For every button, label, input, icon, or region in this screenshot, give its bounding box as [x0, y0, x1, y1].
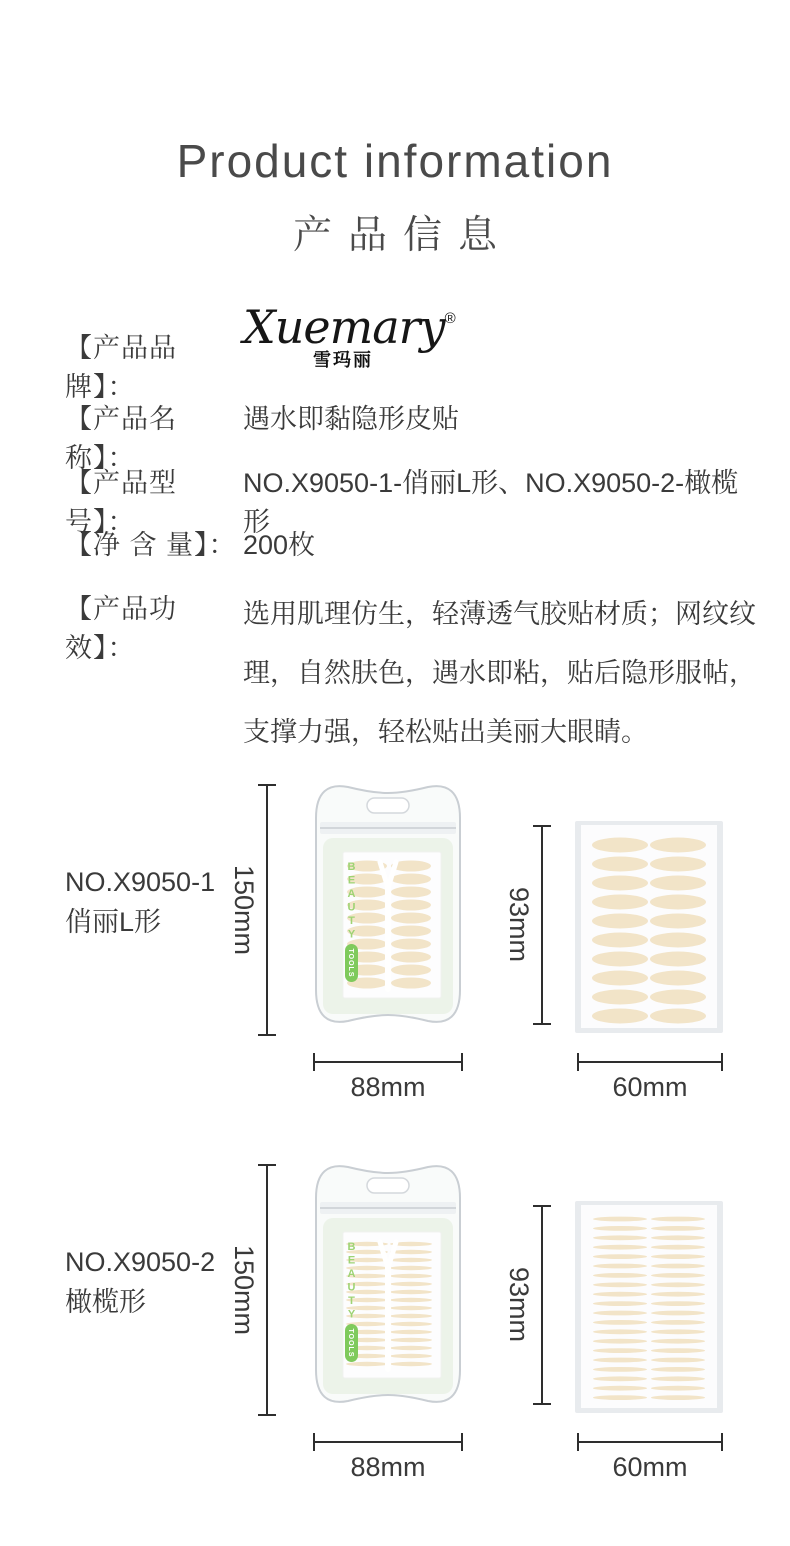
dimension-package-height-1	[230, 785, 268, 1035]
spec-label-net-content: 【净 含 量】：	[65, 530, 237, 560]
dimension-label-93mm: 93mm	[504, 1267, 534, 1343]
dimension-sheet-height-1	[505, 826, 543, 1024]
svg-text:U: U	[347, 1281, 356, 1294]
dimension-label-150mm: 150mm	[229, 1244, 259, 1336]
package-beauty-text	[348, 861, 356, 941]
spec-label-model: 【产品型号】：	[65, 468, 177, 537]
package-bag-illustration	[310, 776, 466, 1034]
dimension-sheet-height-2	[505, 1206, 543, 1404]
dimension-line	[313, 1441, 463, 1443]
dimension-label-93mm: 93mm	[504, 887, 534, 963]
page-title-en: Product information	[176, 135, 614, 187]
product-1-model: NO.X9050-1	[65, 867, 216, 897]
package-photo-2	[310, 1156, 466, 1414]
dimension-sheet-width-2	[577, 1441, 723, 1483]
package-beauty-text	[348, 1241, 356, 1321]
product-1-shape: 俏丽L形	[65, 907, 162, 937]
svg-text:A: A	[347, 1268, 356, 1280]
sticker-sheet-illustration	[575, 821, 723, 1033]
svg-text:B: B	[347, 1241, 356, 1253]
product-1-label	[65, 862, 215, 942]
svg-text:Y: Y	[347, 928, 356, 941]
sticker-sheet-illustration	[575, 1201, 723, 1413]
product-2-shape: 橄榄形	[65, 1287, 146, 1317]
svg-text:A: A	[347, 888, 356, 900]
spec-list	[65, 300, 765, 748]
sticker-sheet-photo-2	[575, 1201, 723, 1413]
spec-row-effect	[65, 585, 765, 762]
dimension-label-88mm: 88mm	[350, 1072, 426, 1102]
spec-label-effect: 【产品功效】：	[65, 594, 177, 663]
svg-text:U: U	[347, 901, 356, 914]
page-title-zh: 产品信息	[292, 214, 513, 257]
svg-text:B: B	[347, 861, 356, 873]
brand-logo-script: Xuemary	[243, 300, 445, 354]
dimension-line	[577, 1061, 723, 1063]
dimension-line	[266, 1165, 268, 1415]
product-2-label	[65, 1242, 215, 1322]
product-diagram-x9050-2	[0, 1150, 790, 1500]
dimension-line	[541, 1206, 543, 1404]
svg-text:T: T	[348, 915, 355, 927]
spec-value-model: NO.X9050-1-俏丽L形、NO.X9050-2-橄榄形	[243, 468, 739, 537]
dimension-package-height-2	[230, 1165, 268, 1415]
dimension-line	[577, 1441, 723, 1443]
dimension-line	[266, 785, 268, 1035]
tools-badge-text: TOOLS	[347, 948, 355, 978]
dimension-label-60mm: 60mm	[612, 1072, 688, 1102]
dimension-sheet-width-1	[577, 1061, 723, 1103]
sticker-sheet-photo-1	[575, 821, 723, 1033]
spec-row-net-content	[65, 523, 315, 562]
dimension-label-150mm: 150mm	[229, 864, 259, 956]
dimension-label-88mm: 88mm	[350, 1452, 426, 1482]
spec-value-net-content: 200枚	[243, 530, 316, 560]
svg-text:Y: Y	[347, 1308, 356, 1321]
svg-text:T: T	[348, 1295, 355, 1307]
svg-text:E: E	[347, 1254, 356, 1267]
brand-logo-chinese: 雪玛丽	[313, 350, 373, 370]
package-bag-illustration	[310, 1156, 466, 1414]
product-diagram-x9050-1	[0, 770, 790, 1120]
dimension-package-width-1	[313, 1061, 463, 1103]
dimension-line	[313, 1061, 463, 1063]
spec-label-brand: 【产品品牌】：	[65, 333, 177, 402]
registered-mark-icon: ®	[444, 310, 456, 327]
spec-value-effect: 选用肌理仿生，轻薄透气胶贴材质；网纹纹理，自然肤色，遇水即粘，贴后隐形服帖，支撑力强，轻松贴出美丽大眼睛。	[243, 599, 756, 747]
dimension-label-60mm: 60mm	[612, 1452, 688, 1482]
tools-badge-text: TOOLS	[347, 1328, 355, 1358]
spec-row-brand	[65, 300, 456, 404]
spec-label-name: 【产品名称】：	[65, 404, 177, 473]
dimension-package-width-2	[313, 1441, 463, 1483]
dimension-line	[541, 826, 543, 1024]
product-2-model: NO.X9050-2	[65, 1247, 216, 1277]
package-photo-1	[310, 776, 466, 1034]
spec-value-name: 遇水即黏隐形皮贴	[243, 404, 459, 434]
svg-text:E: E	[347, 874, 356, 887]
brand-logo	[243, 300, 456, 378]
